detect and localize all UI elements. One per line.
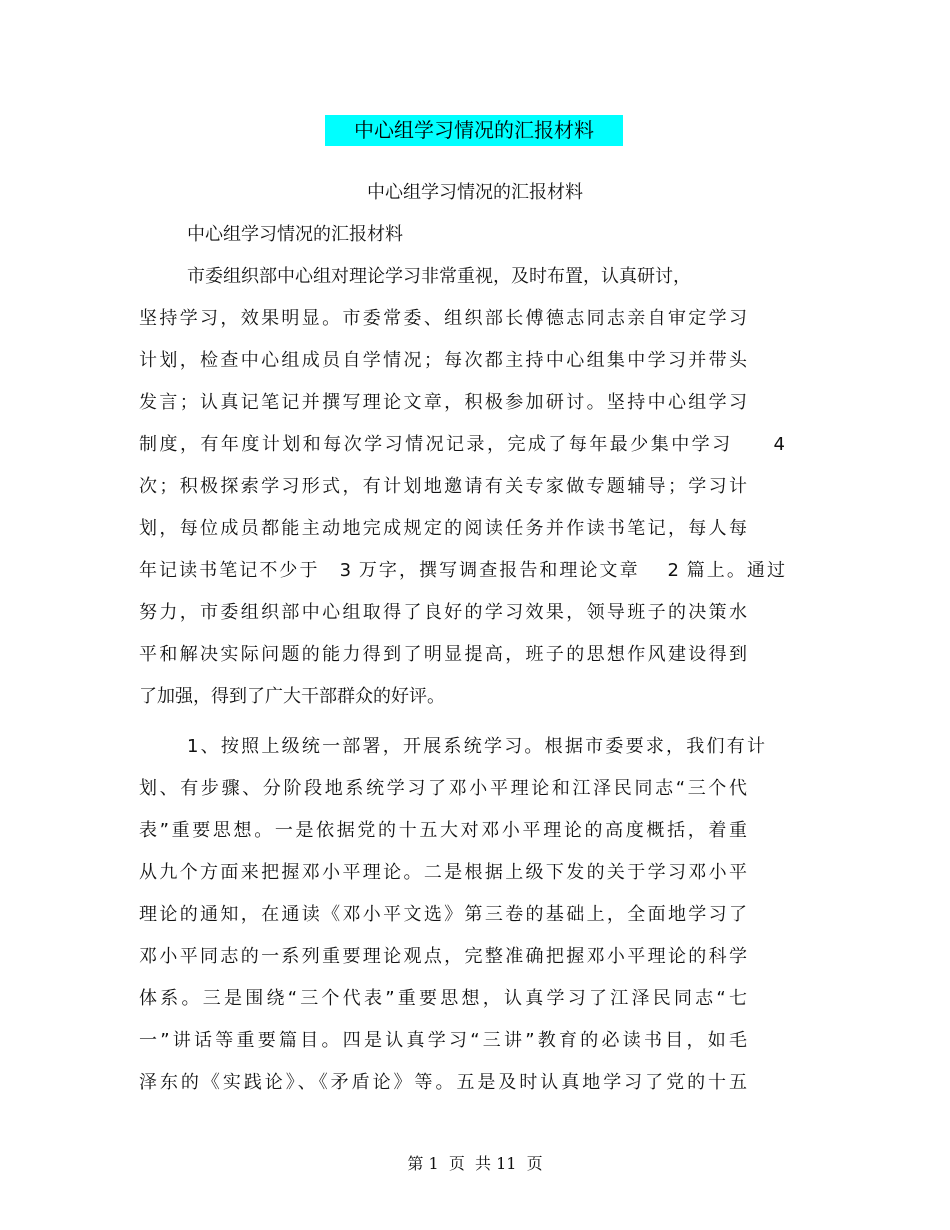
section-heading: 中心组学习情况的汇报材料 (187, 224, 403, 245)
document-title: 中心组学习情况的汇报材料 (325, 115, 623, 146)
paragraph-line: 一”讲话等重要篇目。四是认真学习“三讲”教育的必读书目，如毛 (139, 1030, 747, 1051)
paragraph-line: 坚持学习，效果明显。市委常委、组织部长傅德志同志亲自审定学习 (139, 308, 747, 329)
paragraph-line: 泽东的《实践论》、《矛盾论》等。五是及时认真地学习了党的十五 (139, 1072, 747, 1093)
paragraph-line: 了加强，得到了广大干部群众的好评。 (139, 686, 445, 707)
paragraph-line: 计划，检查中心组成员自学情况；每次都主持中心组集中学习并带头 (139, 350, 747, 371)
paragraph-line: 体系。三是围绕“三个代表”重要思想，认真学习了江泽民同志“七 (139, 988, 747, 1009)
page-footer: 第 1 页 共 11 页 (407, 1154, 543, 1173)
paragraph-line: 划、有步骤、分阶段地系统学习了邓小平理论和江泽民同志“三个代 (139, 778, 747, 799)
paragraph-line: 表”重要思想。一是依据党的十五大对邓小平理论的高度概括，着重 (139, 820, 747, 841)
paragraph-line: 从九个方面来把握邓小平理论。二是根据上级下发的关于学习邓小平 (139, 862, 747, 883)
paragraph-line: 邓小平同志的一系列重要理论观点，完整准确把握邓小平理论的科学 (139, 946, 747, 967)
paragraph-line: 1、按照上级统一部署，开展系统学习。根据市委要求，我们有计 (187, 736, 765, 757)
paragraph-line: 年记读书笔记不少于 3 万字，撰写调查报告和理论文章 2 篇上。通过 (139, 560, 785, 581)
paragraph-line: 划，每位成员都能主动地完成规定的阅读任务并作读书笔记，每人每 (139, 518, 747, 539)
paragraph-line: 发言；认真记笔记并撰写理论文章，积极参加研讨。坚持中心组学习 (139, 392, 747, 413)
document-subtitle: 中心组学习情况的汇报材料 (367, 182, 583, 203)
paragraph-line: 次；积极探索学习形式，有计划地邀请有关专家做专题辅导；学习计 (139, 476, 747, 497)
paragraph-line: 制度，有年度计划和每次学习情况记录，完成了每年最少集中学习 4 (139, 434, 785, 455)
paragraph-line: 平和解决实际问题的能力得到了明显提高，班子的思想作风建设得到 (139, 644, 747, 665)
paragraph-line: 努力，市委组织部中心组取得了良好的学习效果，领导班子的决策水 (139, 602, 747, 623)
paragraph-line: 市委组织部中心组对理论学习非常重视，及时布置，认真研讨， (187, 266, 691, 287)
paragraph-line: 理论的通知，在通读《邓小平文选》第三卷的基础上，全面地学习了 (139, 904, 747, 925)
